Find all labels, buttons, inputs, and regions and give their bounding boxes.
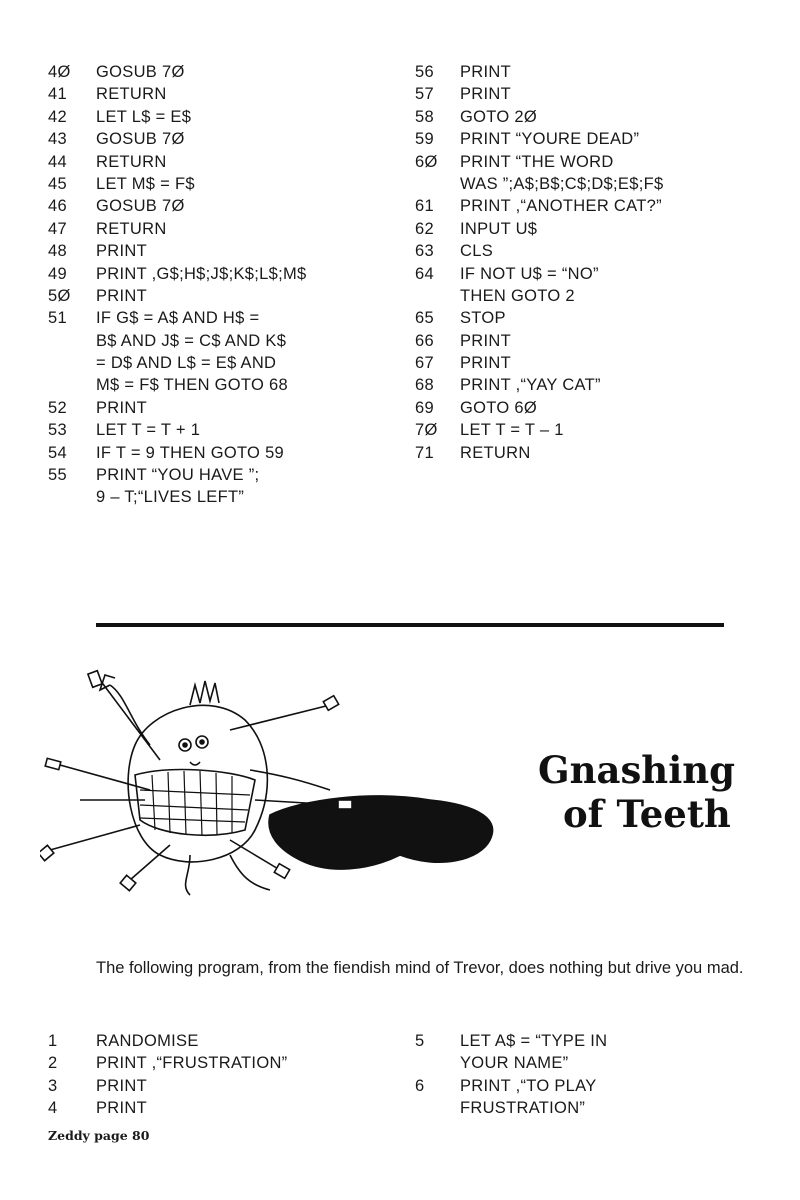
code-text: PRINT <box>96 1099 147 1118</box>
code-text: RANDOMISE <box>96 1032 199 1050</box>
code-line <box>48 83 306 105</box>
code-text: PRINT ,“YAY CAT” <box>460 376 601 395</box>
code-line <box>48 61 306 83</box>
code-text: RETURN <box>460 443 531 462</box>
code-text: 9 – T;“LIVES LEFT” <box>96 488 245 507</box>
code-text: PRINT “YOU HAVE ”; <box>96 466 260 485</box>
code-line <box>48 195 306 217</box>
code-line <box>415 352 663 374</box>
code-listing-right <box>415 61 663 464</box>
line-number: 65 <box>415 309 434 328</box>
code-text: B$ AND J$ = C$ AND K$ <box>96 331 287 350</box>
code-line <box>415 1030 607 1075</box>
line-number: 47 <box>48 219 67 238</box>
code-text: GOSUB 7Ø <box>96 63 185 81</box>
code-line <box>48 1052 287 1074</box>
line-number: 46 <box>48 197 67 216</box>
article-title <box>538 748 735 836</box>
code-text: PRINT <box>460 63 511 81</box>
code-text: PRINT ,“ANOTHER CAT?” <box>460 197 662 216</box>
code-line <box>415 151 663 196</box>
line-number: 67 <box>415 354 434 373</box>
line-number: 5 <box>415 1032 425 1050</box>
line-number: 5Ø <box>48 286 71 305</box>
code-text: WAS ”;A$;B$;C$;D$;E$;F$ <box>460 174 664 193</box>
code-line <box>48 442 306 464</box>
line-number: 71 <box>415 443 434 462</box>
line-number: 66 <box>415 331 434 350</box>
line-number: 57 <box>415 85 434 104</box>
code-line <box>415 307 663 329</box>
code-line <box>415 263 663 308</box>
code-text: YOUR NAME” <box>460 1054 569 1073</box>
code-text: PRINT “YOURE DEAD” <box>460 130 640 149</box>
code-text: LET A$ = “TYPE IN <box>460 1032 608 1050</box>
line-number: 55 <box>48 466 67 485</box>
line-number: 63 <box>415 242 434 261</box>
code-line <box>48 218 306 240</box>
code-text: IF G$ = A$ AND H$ = <box>96 309 260 328</box>
code-text: GOTO 6Ø <box>460 398 537 417</box>
code-text: = D$ AND L$ = E$ AND <box>96 354 277 373</box>
code-text: STOP <box>460 309 506 328</box>
code-line <box>415 128 663 150</box>
code-text: PRINT <box>96 398 147 417</box>
code-text: GOSUB 7Ø <box>96 197 185 216</box>
code-line <box>415 330 663 352</box>
code-line <box>48 263 306 285</box>
code-line <box>48 419 306 441</box>
code-line <box>48 173 306 195</box>
code-line <box>415 240 663 262</box>
code-line <box>48 464 306 509</box>
code-line <box>415 218 663 240</box>
code-text: GOTO 2Ø <box>460 107 537 126</box>
code-text: LET L$ = E$ <box>96 107 192 126</box>
code-line <box>48 151 306 173</box>
line-number: 1 <box>48 1032 58 1050</box>
line-number: 7Ø <box>415 421 438 440</box>
code-text: INPUT U$ <box>460 219 538 238</box>
code-line <box>48 397 306 419</box>
code-text: LET M$ = F$ <box>96 174 195 193</box>
line-number: 53 <box>48 421 67 440</box>
code-line <box>415 1075 607 1120</box>
code-line <box>415 106 663 128</box>
code-text: PRINT “THE WORD <box>460 152 614 171</box>
code-line <box>48 240 306 262</box>
code-text: M$ = F$ THEN GOTO 68 <box>96 376 288 395</box>
code-text: PRINT ,“FRUSTRATION” <box>96 1054 288 1073</box>
line-number: 58 <box>415 107 434 126</box>
line-number: 62 <box>415 219 434 238</box>
code-text: RETURN <box>96 85 167 104</box>
line-number: 59 <box>415 130 434 149</box>
program-listing-left <box>48 1030 287 1120</box>
line-number: 56 <box>415 63 434 81</box>
code-text: PRINT ,G$;H$;J$;K$;L$;M$ <box>96 264 307 283</box>
code-text: GOSUB 7Ø <box>96 130 185 149</box>
code-line <box>48 1030 287 1052</box>
line-number: 69 <box>415 398 434 417</box>
line-number: 64 <box>415 264 434 283</box>
code-text: PRINT <box>96 286 147 305</box>
line-number: 4Ø <box>48 63 71 81</box>
code-line <box>48 106 306 128</box>
code-text: FRUSTRATION” <box>460 1099 586 1118</box>
program-listing-right <box>415 1030 607 1120</box>
line-number: 52 <box>48 398 67 417</box>
code-text: PRINT <box>96 242 147 261</box>
code-line <box>48 1097 287 1119</box>
code-line <box>48 285 306 307</box>
line-number: 43 <box>48 130 67 149</box>
code-text: IF NOT U$ = “NO” <box>460 264 599 283</box>
code-line <box>415 83 663 105</box>
line-number: 44 <box>48 152 67 171</box>
line-number: 42 <box>48 107 67 126</box>
code-line <box>415 61 663 83</box>
code-line <box>48 307 306 397</box>
line-number: 6Ø <box>415 152 438 171</box>
line-number: 3 <box>48 1076 58 1095</box>
code-text: THEN GOTO 2 <box>460 286 575 305</box>
line-number: 41 <box>48 85 67 104</box>
line-number: 51 <box>48 309 67 328</box>
line-number: 2 <box>48 1054 58 1073</box>
line-number: 4 <box>48 1099 58 1118</box>
code-text: LET T = T + 1 <box>96 421 201 440</box>
line-number: 45 <box>48 174 67 193</box>
gnashing-teeth-illustration <box>40 650 540 910</box>
line-number: 48 <box>48 242 67 261</box>
code-text: PRINT <box>460 331 511 350</box>
title-line-1: Gnashing <box>538 748 736 792</box>
code-text: RETURN <box>96 152 167 171</box>
code-text: IF T = 9 THEN GOTO 59 <box>96 443 285 462</box>
code-line <box>48 1075 287 1097</box>
code-line <box>415 195 663 217</box>
line-number: 49 <box>48 264 67 283</box>
code-text: CLS <box>460 242 493 261</box>
title-line-2: of Teeth <box>563 792 731 836</box>
code-line <box>415 442 663 464</box>
section-divider <box>96 623 724 627</box>
code-text: LET T = T – 1 <box>460 421 564 440</box>
code-text: PRINT <box>460 354 511 373</box>
code-line <box>415 374 663 396</box>
line-number: 61 <box>415 197 434 216</box>
line-number: 68 <box>415 376 434 395</box>
code-line <box>415 419 663 441</box>
code-text: PRINT ,“TO PLAY <box>460 1076 597 1095</box>
line-number: 54 <box>48 443 67 462</box>
page-footer: Zeddy page 80 <box>48 1128 150 1143</box>
code-text: PRINT <box>460 85 511 104</box>
code-line <box>48 128 306 150</box>
code-listing-left <box>48 61 306 509</box>
code-text: PRINT <box>96 1076 147 1095</box>
code-text: RETURN <box>96 219 167 238</box>
line-number: 6 <box>415 1076 425 1095</box>
intro-paragraph: The following program, from the fiendish mind of Trevor, does nothing but drive you mad. <box>96 959 744 977</box>
code-line <box>415 397 663 419</box>
